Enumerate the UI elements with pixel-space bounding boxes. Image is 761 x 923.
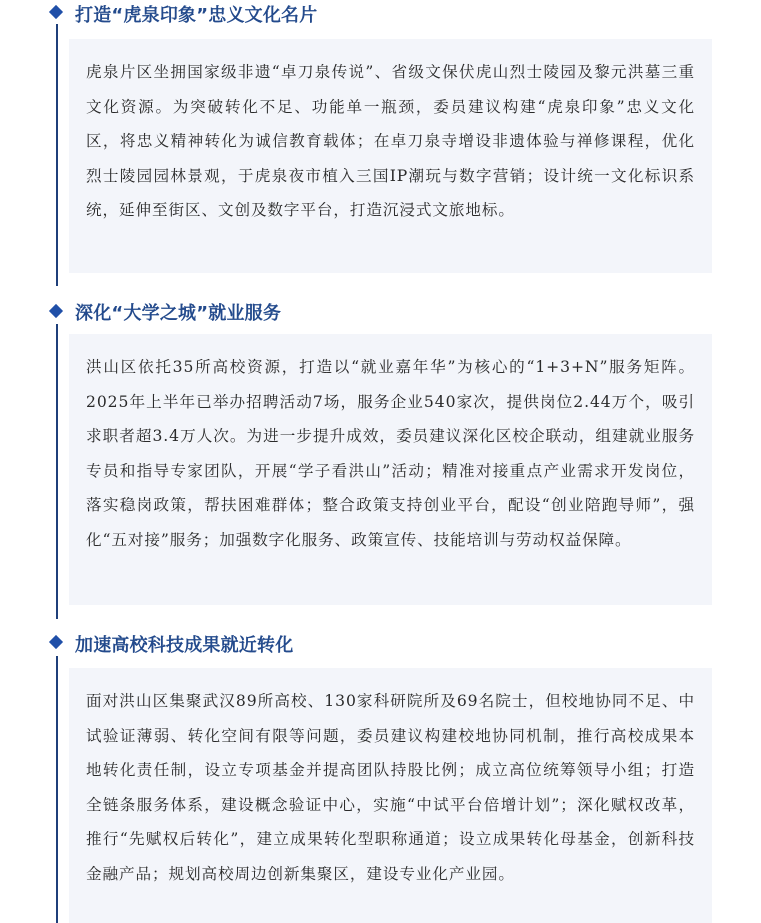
section-title: 深化“大学之城”就业服务 [75, 303, 282, 324]
timeline-line-3 [56, 656, 58, 923]
section-marker-icon [49, 635, 63, 649]
section-card [69, 39, 712, 273]
section-body: 洪山区依托35所高校资源，打造以“就业嘉年华”为核心的“1+3+N”服务矩阵。2025年上半年已举办招聘活动7场，服务企业540家次，提供岗位2.44万个，吸引求职者超3.4万人次。为进一步提升成效，委员建议深化区校企联动，组建就业服务专员和指导专家团队，开展“学子看洪山”活动；精准对接重点产业需求开发岗位，落实稳岗政策，帮扶困难群体；整合政策支持创业平台，配设“创业陪跑导师”，强化“五对接”服务；加强数字化服务、政策宣传、技能培训与劳动权益保障。 [86, 358, 695, 549]
timeline-line-2 [56, 324, 58, 619]
section-marker-icon [49, 5, 63, 19]
section-title: 加速高校科技成果就近转化 [75, 635, 294, 656]
section-marker-icon [49, 304, 63, 318]
section-card [69, 668, 712, 923]
section-card [69, 334, 712, 605]
section-body: 虎泉片区坐拥国家级非遗“卓刀泉传说”、省级文保伏虎山烈士陵园及黎元洪墓三重文化资源。为突破转化不足、功能单一瓶颈，委员建议构建“虎泉印象”忠义文化区，将忠义精神转化为诚信教育载体；在卓刀泉寺增设非遗体验与禅修课程，优化烈士陵园园林景观，于虎泉夜市植入三国IP潮玩与数字营销；设计统一文化标识系统，延伸至街区、文创及数字平台，打造沉浸式文旅地标。 [86, 63, 695, 220]
timeline-line-1 [56, 24, 58, 286]
section-body: 面对洪山区集聚武汉89所高校、130家科研院所及69名院士，但校地协同不足、中试验证薄弱、转化空间有限等问题，委员建议构建校地协同机制，推行高校成果本地转化责任制，设立专项基金并提高团队持股比例；成立高位统筹领导小组；打造全链条服务体系，建设概念验证中心，实施“中试平台倍增计划”；深化赋权改革，推行“先赋权后转化”，建立成果转化型职称通道；设立成果转化母基金，创新科技金融产品；规划高校周边创新集聚区，建设专业化产业园。 [86, 692, 695, 883]
section-title: 打造“虎泉印象”忠义文化名片 [75, 5, 318, 26]
